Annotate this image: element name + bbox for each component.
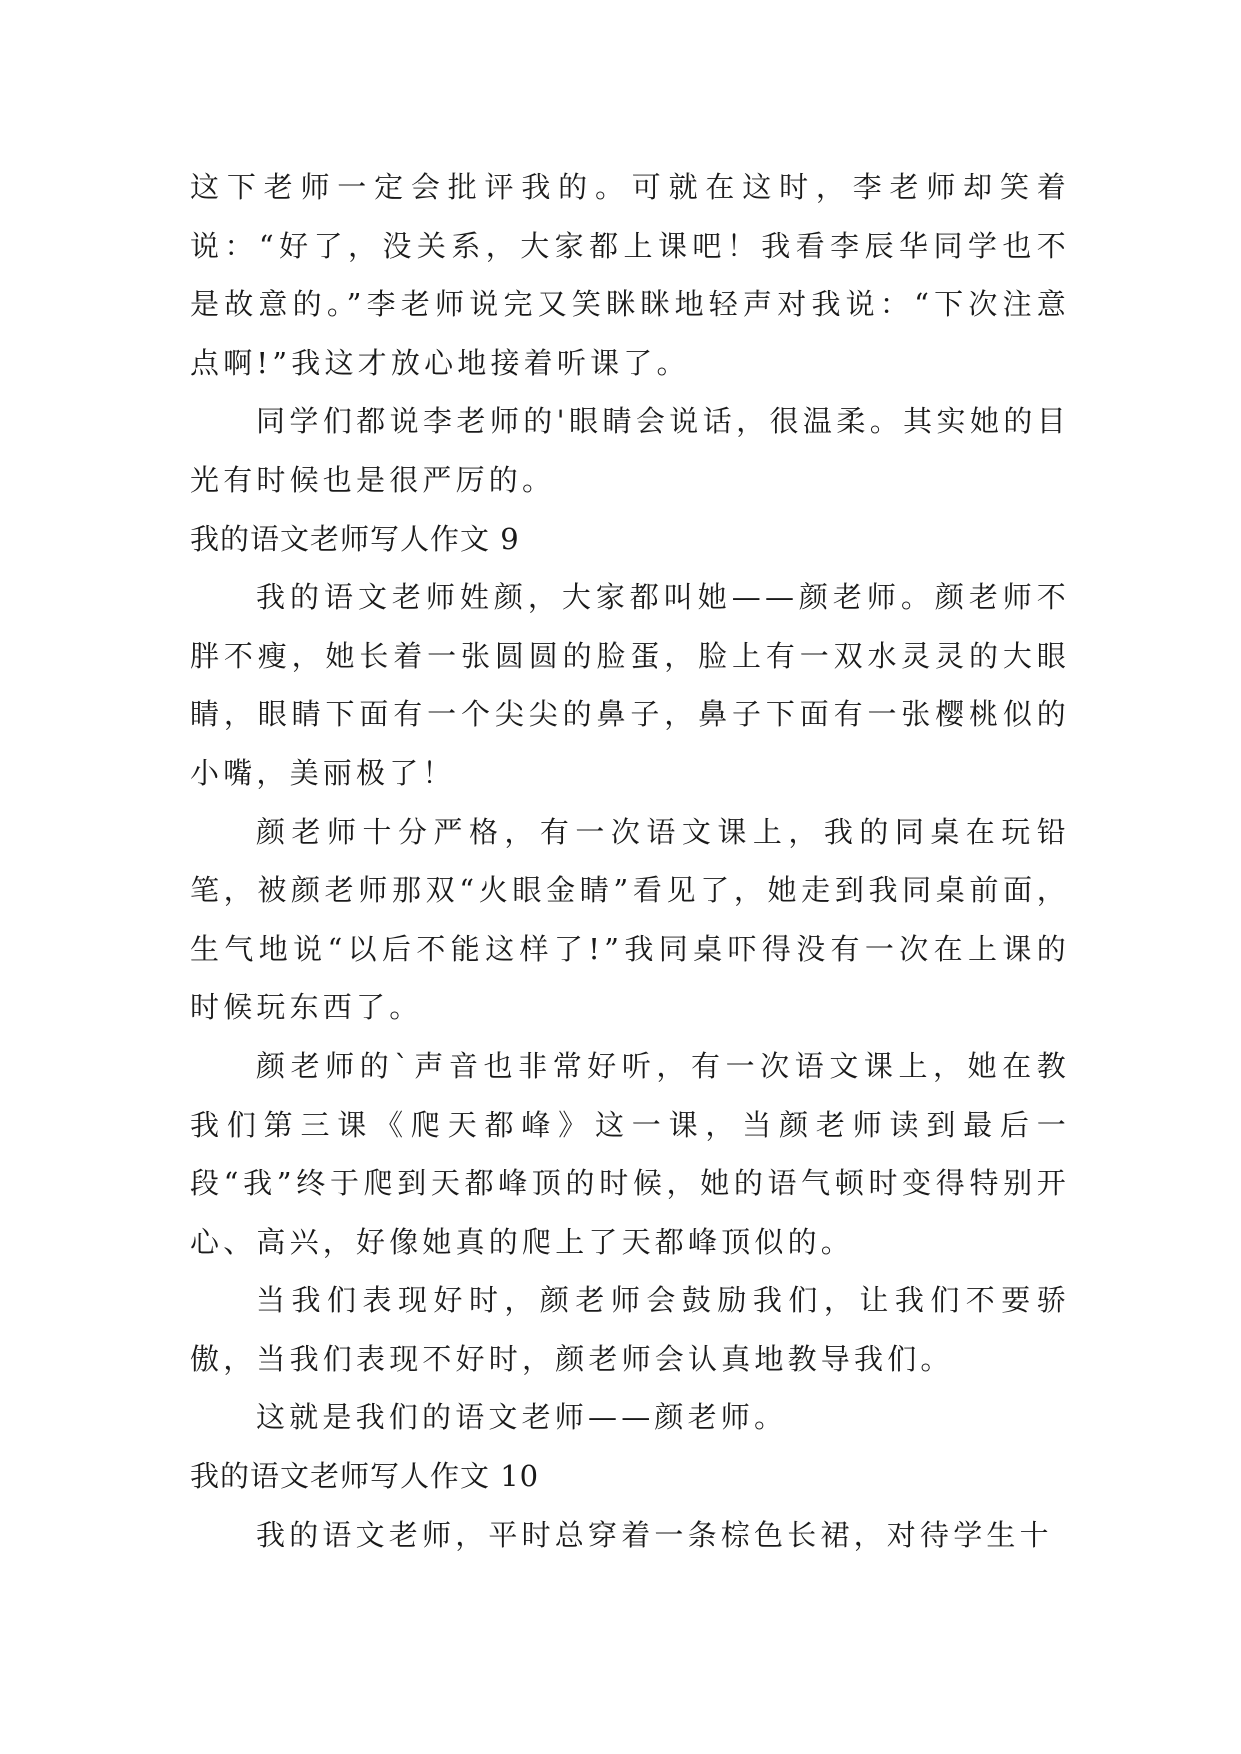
- paragraph: 我的语文老师姓颜，大家都叫她——颜老师。颜老师不胖不瘦，她长着一张圆圆的脸蛋，脸上有一双水灵灵的大眼睛，眼睛下面有一个尖尖的鼻子，鼻子下面有一张樱桃似的小嘴，美丽极了！: [190, 580, 1070, 790]
- document-page: [190, 158, 1070, 1564]
- paragraph-continued: 这下老师一定会批评我的。可就在这时，李老师却笑着说：“好了，没关系，大家都上课吧！我看李辰华同学也不是故意的。”李老师说完又笑眯眯地轻声对我说：“下次注意点啊!”我这才放心地接着听课了。: [190, 170, 1070, 380]
- paragraph: 这就是我们的语文老师——颜老师。: [256, 1400, 788, 1435]
- paragraph: 同学们都说李老师的'眼睛会说话，很温柔。其实她的目光有时候也是很严厉的。: [190, 404, 1070, 497]
- paragraph: 我的语文老师，平时总穿着一条棕色长裙，对待学生十: [256, 1517, 1053, 1552]
- section-heading-9: 我的语文老师写人作文 9: [190, 521, 520, 556]
- paragraph: 颜老师的`声音也非常好听，有一次语文课上，她在教我们第三课《爬天都峰》这一课，当颜老师读到最后一段“我”终于爬到天都峰顶的时候，她的语气顿时变得特别开心、高兴，好像她真的爬上了天都峰顶似的。: [190, 1048, 1070, 1259]
- paragraph: 颜老师十分严格，有一次语文课上，我的同桌在玩铅笔，被颜老师那双“火眼金睛”看见了，她走到我同桌前面，生气地说“以后不能这样了!”我同桌吓得没有一次在上课的时候玩东西了。: [190, 814, 1070, 1025]
- section-heading-10: 我的语文老师写人作文 10: [190, 1459, 540, 1494]
- paragraph: 当我们表现好时，颜老师会鼓励我们，让我们不要骄傲，当我们表现不好时，颜老师会认真地教导我们。: [190, 1283, 1070, 1376]
